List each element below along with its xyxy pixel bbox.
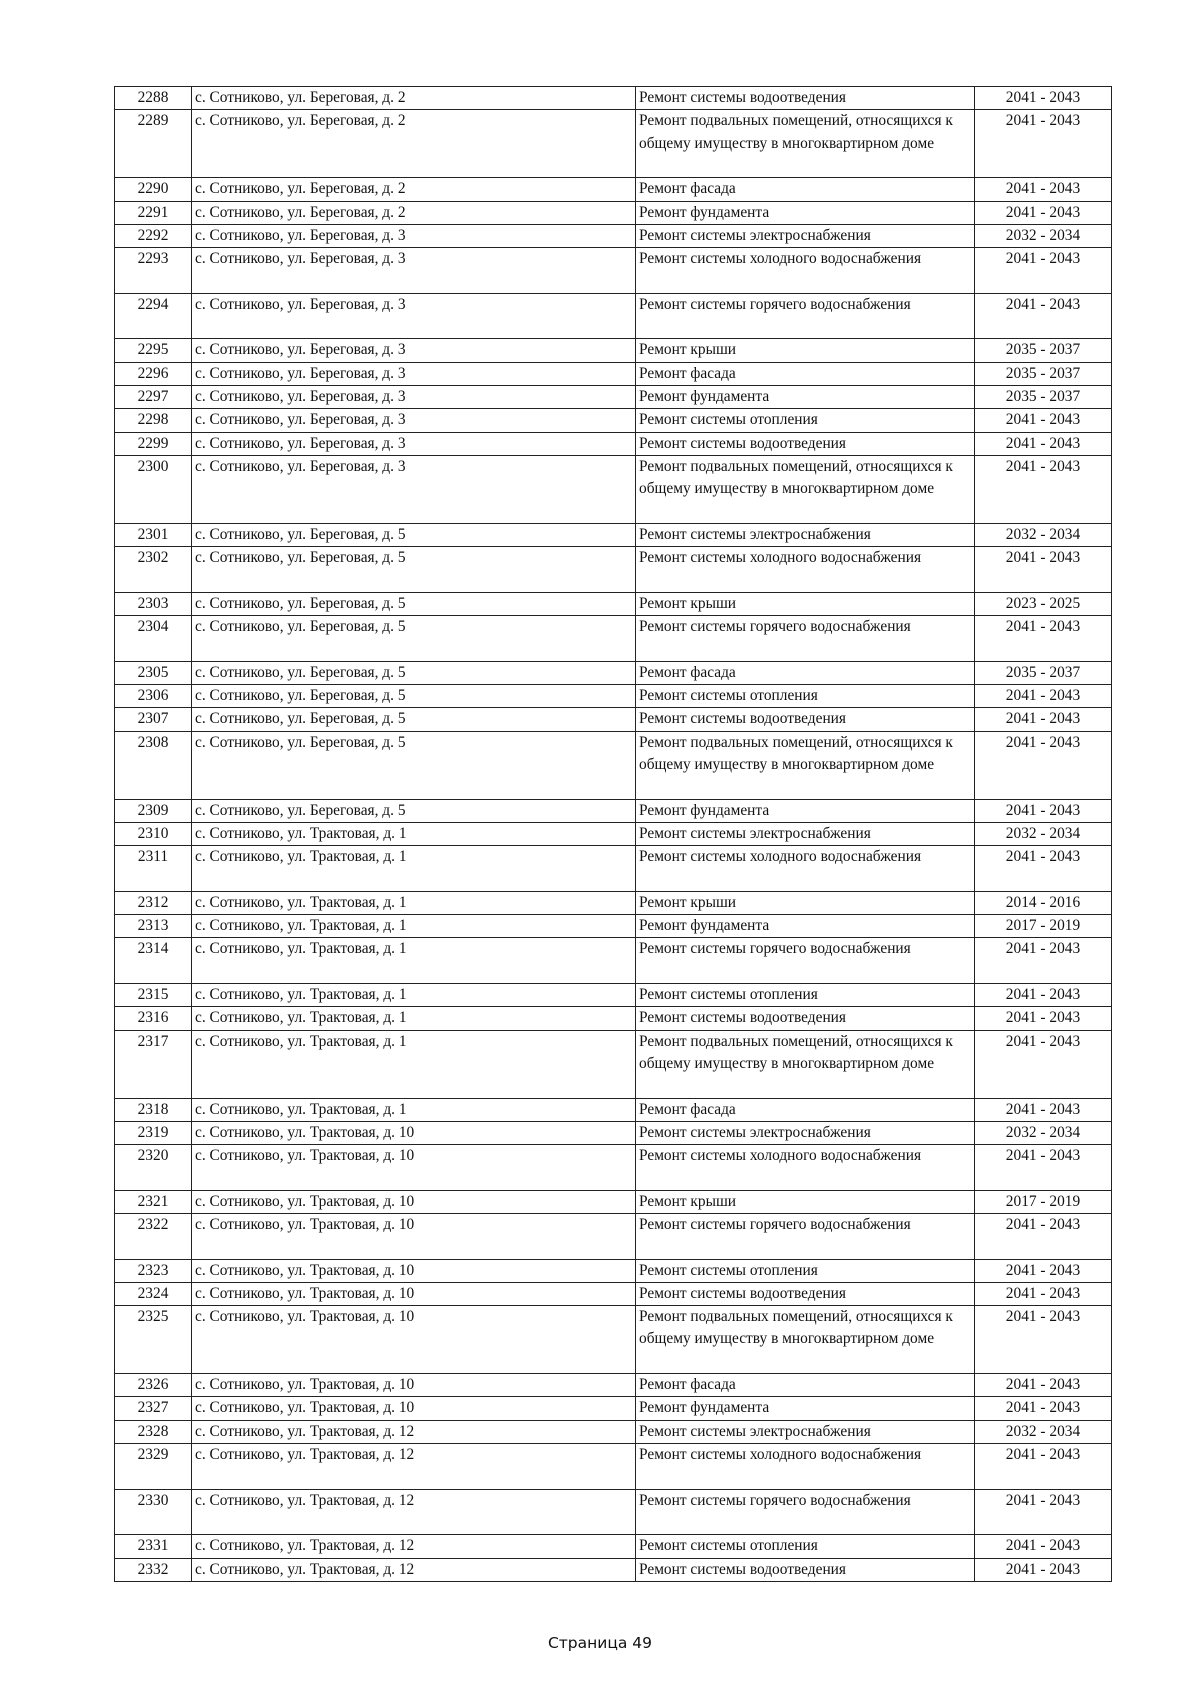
table-row [115,248,1112,294]
work-type-cell: Ремонт системы электроснабжения [636,224,975,247]
period-cell: 2032 - 2034 [975,1420,1112,1443]
work-type-cell: Ремонт системы холодного водоснабжения [636,248,975,294]
period-cell: 2041 - 2043 [975,1558,1112,1581]
row-number: 2307 [115,708,192,731]
period-cell: 2014 - 2016 [975,891,1112,914]
table-row [115,846,1112,892]
table-row [115,661,1112,684]
table-row [115,592,1112,615]
work-type-cell: Ремонт системы электроснабжения [636,523,975,546]
period-cell: 2041 - 2043 [975,248,1112,294]
work-type-cell: Ремонт системы водоотведения [636,1007,975,1030]
table-row [115,1282,1112,1305]
work-type-cell: Ремонт системы холодного водоснабжения [636,1444,975,1490]
address-cell: с. Сотниково, ул. Трактовая, д. 1 [192,891,636,914]
table-row [115,455,1112,523]
row-number: 2320 [115,1145,192,1191]
address-cell: с. Сотниково, ул. Береговая, д. 3 [192,432,636,455]
work-type-cell: Ремонт фундамента [636,1397,975,1420]
work-type-cell: Ремонт системы отопления [636,409,975,432]
address-cell: с. Сотниково, ул. Трактовая, д. 12 [192,1420,636,1443]
period-cell: 2041 - 2043 [975,1535,1112,1558]
address-cell: с. Сотниково, ул. Трактовая, д. 10 [192,1190,636,1213]
table-row [115,523,1112,546]
period-cell: 2041 - 2043 [975,1306,1112,1374]
period-cell: 2041 - 2043 [975,1397,1112,1420]
address-cell: с. Сотниково, ул. Трактовая, д. 1 [192,938,636,984]
address-cell: с. Сотниково, ул. Береговая, д. 5 [192,731,636,799]
address-cell: с. Сотниково, ул. Береговая, д. 2 [192,110,636,178]
work-type-cell: Ремонт системы холодного водоснабжения [636,846,975,892]
row-number: 2297 [115,385,192,408]
row-number: 2296 [115,362,192,385]
period-cell: 2041 - 2043 [975,293,1112,339]
row-number: 2306 [115,684,192,707]
row-number: 2319 [115,1121,192,1144]
table-row [115,1374,1112,1397]
work-type-cell: Ремонт системы электроснабжения [636,1420,975,1443]
work-type-cell: Ремонт подвальных помещений, относящихся к общему имуществу в многоквартирном доме [636,455,975,523]
work-type-cell: Ремонт фасада [636,178,975,201]
work-type-cell: Ремонт системы горячего водоснабжения [636,1213,975,1259]
address-cell: с. Сотниково, ул. Береговая, д. 2 [192,87,636,110]
table-row [115,1558,1112,1581]
table-row [115,731,1112,799]
period-cell: 2041 - 2043 [975,1213,1112,1259]
work-type-cell: Ремонт системы водоотведения [636,87,975,110]
work-type-cell: Ремонт системы холодного водоснабжения [636,547,975,593]
row-number: 2325 [115,1306,192,1374]
address-cell: с. Сотниково, ул. Трактовая, д. 10 [192,1374,636,1397]
work-type-cell: Ремонт крыши [636,1190,975,1213]
table-row [115,409,1112,432]
work-type-cell: Ремонт системы водоотведения [636,432,975,455]
table-row [115,1030,1112,1098]
row-number: 2332 [115,1558,192,1581]
address-cell: с. Сотниково, ул. Трактовая, д. 12 [192,1558,636,1581]
address-cell: с. Сотниково, ул. Береговая, д. 2 [192,178,636,201]
address-cell: с. Сотниково, ул. Береговая, д. 5 [192,523,636,546]
table-row [115,1145,1112,1191]
work-type-cell: Ремонт фундамента [636,385,975,408]
row-number: 2331 [115,1535,192,1558]
address-cell: с. Сотниково, ул. Береговая, д. 2 [192,201,636,224]
row-number: 2288 [115,87,192,110]
address-cell: с. Сотниково, ул. Трактовая, д. 10 [192,1213,636,1259]
table-row [115,1007,1112,1030]
work-type-cell: Ремонт системы водоотведения [636,1282,975,1305]
table-row [115,1098,1112,1121]
table-body [115,87,1112,1582]
period-cell: 2041 - 2043 [975,201,1112,224]
row-number: 2318 [115,1098,192,1121]
address-cell: с. Сотниково, ул. Береговая, д. 5 [192,684,636,707]
table-row [115,178,1112,201]
row-number: 2303 [115,592,192,615]
table-row [115,201,1112,224]
period-cell: 2032 - 2034 [975,523,1112,546]
table-row [115,915,1112,938]
table-row [115,684,1112,707]
table-row [115,432,1112,455]
work-type-cell: Ремонт фасада [636,1098,975,1121]
address-cell: с. Сотниково, ул. Береговая, д. 3 [192,385,636,408]
row-number: 2312 [115,891,192,914]
table-row [115,1489,1112,1535]
row-number: 2313 [115,915,192,938]
address-cell: с. Сотниково, ул. Береговая, д. 5 [192,592,636,615]
row-number: 2329 [115,1444,192,1490]
row-number: 2321 [115,1190,192,1213]
table-row [115,1306,1112,1374]
period-cell: 2035 - 2037 [975,339,1112,362]
row-number: 2289 [115,110,192,178]
row-number: 2301 [115,523,192,546]
table-row [115,339,1112,362]
address-cell: с. Сотниково, ул. Береговая, д. 3 [192,224,636,247]
address-cell: с. Сотниково, ул. Береговая, д. 3 [192,339,636,362]
table-row [115,293,1112,339]
address-cell: с. Сотниково, ул. Береговая, д. 5 [192,708,636,731]
table-row [115,822,1112,845]
work-type-cell: Ремонт фасада [636,661,975,684]
table-row [115,87,1112,110]
period-cell: 2041 - 2043 [975,1030,1112,1098]
period-cell: 2041 - 2043 [975,846,1112,892]
page-footer [0,1634,1200,1652]
period-cell: 2041 - 2043 [975,455,1112,523]
period-cell: 2041 - 2043 [975,799,1112,822]
period-cell: 2041 - 2043 [975,1098,1112,1121]
row-number: 2291 [115,201,192,224]
row-number: 2305 [115,661,192,684]
row-number: 2302 [115,547,192,593]
row-number: 2304 [115,616,192,662]
work-type-cell: Ремонт системы электроснабжения [636,1121,975,1144]
row-number: 2295 [115,339,192,362]
table-row [115,547,1112,593]
table-row [115,1444,1112,1490]
work-type-cell: Ремонт подвальных помещений, относящихся к общему имуществу в многоквартирном доме [636,1306,975,1374]
work-type-cell: Ремонт фасада [636,1374,975,1397]
period-cell: 2017 - 2019 [975,1190,1112,1213]
row-number: 2315 [115,983,192,1006]
row-number: 2300 [115,455,192,523]
address-cell: с. Сотниково, ул. Трактовая, д. 12 [192,1489,636,1535]
row-number: 2314 [115,938,192,984]
row-number: 2299 [115,432,192,455]
document-table-wrapper [114,86,1111,1582]
row-number: 2290 [115,178,192,201]
period-cell: 2041 - 2043 [975,616,1112,662]
work-type-cell: Ремонт подвальных помещений, относящихся к общему имуществу в многоквартирном доме [636,731,975,799]
period-cell: 2041 - 2043 [975,1007,1112,1030]
address-cell: с. Сотниково, ул. Береговая, д. 3 [192,248,636,294]
work-type-cell: Ремонт крыши [636,339,975,362]
period-cell: 2035 - 2037 [975,661,1112,684]
table-row [115,799,1112,822]
address-cell: с. Сотниково, ул. Трактовая, д. 1 [192,846,636,892]
address-cell: с. Сотниково, ул. Трактовая, д. 10 [192,1397,636,1420]
work-type-cell: Ремонт фасада [636,362,975,385]
address-cell: с. Сотниково, ул. Береговая, д. 3 [192,362,636,385]
period-cell: 2032 - 2034 [975,224,1112,247]
table-row [115,224,1112,247]
period-cell: 2041 - 2043 [975,1259,1112,1282]
table-row [115,1121,1112,1144]
work-type-cell: Ремонт фундамента [636,201,975,224]
address-cell: с. Сотниково, ул. Береговая, д. 5 [192,547,636,593]
table-row [115,1535,1112,1558]
table-row [115,385,1112,408]
table-row [115,1190,1112,1213]
period-cell: 2041 - 2043 [975,938,1112,984]
address-cell: с. Сотниково, ул. Береговая, д. 3 [192,455,636,523]
period-cell: 2041 - 2043 [975,178,1112,201]
address-cell: с. Сотниково, ул. Береговая, д. 3 [192,409,636,432]
work-type-cell: Ремонт системы электроснабжения [636,822,975,845]
work-type-cell: Ремонт системы горячего водоснабжения [636,616,975,662]
address-cell: с. Сотниково, ул. Трактовая, д. 1 [192,983,636,1006]
address-cell: с. Сотниково, ул. Береговая, д. 5 [192,661,636,684]
address-cell: с. Сотниково, ул. Береговая, д. 3 [192,293,636,339]
work-type-cell: Ремонт системы отопления [636,684,975,707]
address-cell: с. Сотниково, ул. Трактовая, д. 1 [192,822,636,845]
period-cell: 2041 - 2043 [975,1489,1112,1535]
work-type-cell: Ремонт крыши [636,592,975,615]
table-row [115,891,1112,914]
row-number: 2326 [115,1374,192,1397]
table-row [115,616,1112,662]
period-cell: 2041 - 2043 [975,1145,1112,1191]
address-cell: с. Сотниково, ул. Береговая, д. 5 [192,799,636,822]
page-number: Страница 49 [547,1634,653,1652]
table-row [115,938,1112,984]
row-number: 2294 [115,293,192,339]
table-row [115,983,1112,1006]
work-type-cell: Ремонт подвальных помещений, относящихся к общему имуществу в многоквартирном доме [636,110,975,178]
table-row [115,708,1112,731]
work-type-cell: Ремонт подвальных помещений, относящихся к общему имуществу в многоквартирном доме [636,1030,975,1098]
table-row [115,1213,1112,1259]
row-number: 2310 [115,822,192,845]
period-cell: 2041 - 2043 [975,684,1112,707]
row-number: 2311 [115,846,192,892]
period-cell: 2035 - 2037 [975,385,1112,408]
repair-schedule-table [114,86,1112,1582]
row-number: 2327 [115,1397,192,1420]
work-type-cell: Ремонт системы горячего водоснабжения [636,293,975,339]
table-row [115,362,1112,385]
period-cell: 2041 - 2043 [975,983,1112,1006]
table-row [115,1259,1112,1282]
work-type-cell: Ремонт крыши [636,891,975,914]
work-type-cell: Ремонт системы отопления [636,1535,975,1558]
address-cell: с. Сотниково, ул. Трактовая, д. 10 [192,1282,636,1305]
row-number: 2298 [115,409,192,432]
period-cell: 2017 - 2019 [975,915,1112,938]
address-cell: с. Сотниково, ул. Трактовая, д. 10 [192,1259,636,1282]
period-cell: 2032 - 2034 [975,1121,1112,1144]
row-number: 2293 [115,248,192,294]
period-cell: 2041 - 2043 [975,731,1112,799]
period-cell: 2041 - 2043 [975,1374,1112,1397]
period-cell: 2023 - 2025 [975,592,1112,615]
work-type-cell: Ремонт фундамента [636,799,975,822]
row-number: 2330 [115,1489,192,1535]
period-cell: 2035 - 2037 [975,362,1112,385]
row-number: 2323 [115,1259,192,1282]
address-cell: с. Сотниково, ул. Береговая, д. 5 [192,616,636,662]
row-number: 2292 [115,224,192,247]
address-cell: с. Сотниково, ул. Трактовая, д. 1 [192,1007,636,1030]
address-cell: с. Сотниково, ул. Трактовая, д. 12 [192,1535,636,1558]
table-row [115,1420,1112,1443]
row-number: 2308 [115,731,192,799]
row-number: 2316 [115,1007,192,1030]
work-type-cell: Ремонт системы холодного водоснабжения [636,1145,975,1191]
table-row [115,110,1112,178]
period-cell: 2041 - 2043 [975,432,1112,455]
period-cell: 2041 - 2043 [975,110,1112,178]
address-cell: с. Сотниково, ул. Трактовая, д. 1 [192,915,636,938]
period-cell: 2041 - 2043 [975,87,1112,110]
period-cell: 2041 - 2043 [975,547,1112,593]
row-number: 2309 [115,799,192,822]
work-type-cell: Ремонт системы водоотведения [636,708,975,731]
period-cell: 2041 - 2043 [975,409,1112,432]
work-type-cell: Ремонт фундамента [636,915,975,938]
work-type-cell: Ремонт системы водоотведения [636,1558,975,1581]
period-cell: 2041 - 2043 [975,1282,1112,1305]
period-cell: 2041 - 2043 [975,1444,1112,1490]
address-cell: с. Сотниково, ул. Трактовая, д. 1 [192,1030,636,1098]
period-cell: 2041 - 2043 [975,708,1112,731]
address-cell: с. Сотниково, ул. Трактовая, д. 10 [192,1145,636,1191]
address-cell: с. Сотниково, ул. Трактовая, д. 12 [192,1444,636,1490]
row-number: 2324 [115,1282,192,1305]
row-number: 2317 [115,1030,192,1098]
work-type-cell: Ремонт системы отопления [636,983,975,1006]
address-cell: с. Сотниково, ул. Трактовая, д. 1 [192,1098,636,1121]
address-cell: с. Сотниково, ул. Трактовая, д. 10 [192,1306,636,1374]
row-number: 2328 [115,1420,192,1443]
period-cell: 2032 - 2034 [975,822,1112,845]
work-type-cell: Ремонт системы горячего водоснабжения [636,938,975,984]
table-row [115,1397,1112,1420]
work-type-cell: Ремонт системы горячего водоснабжения [636,1489,975,1535]
work-type-cell: Ремонт системы отопления [636,1259,975,1282]
address-cell: с. Сотниково, ул. Трактовая, д. 10 [192,1121,636,1144]
row-number: 2322 [115,1213,192,1259]
